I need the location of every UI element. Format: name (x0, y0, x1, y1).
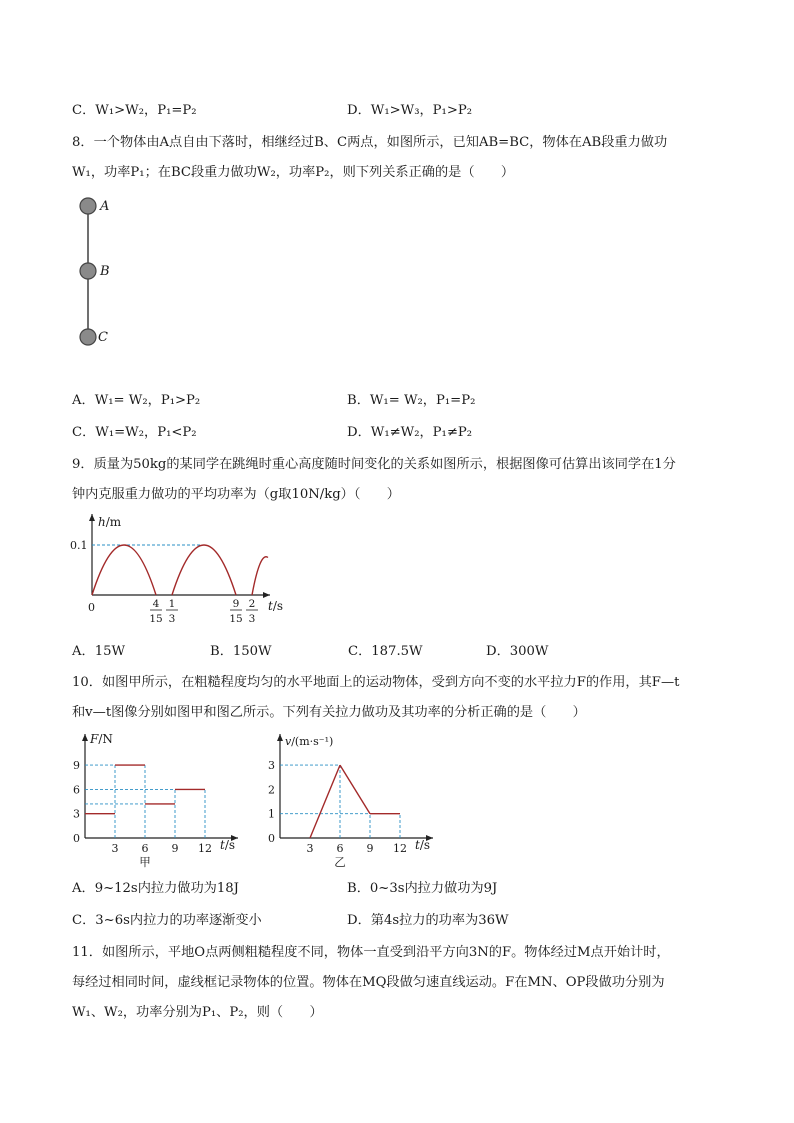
q8-stem-line2: W₁，功率P₁；在BC段重力做功W₂，功率P₂，则下列关系正确的是（ ） (72, 165, 515, 180)
q9-stem-line1: 9．质量为50kg的某同学在跳绳时重心高度随时间变化的关系如图所示，根据图像可估算出该同学在1分 (72, 457, 676, 472)
y-axis-arrow (277, 734, 283, 741)
x-tick-label: 9 (171, 842, 179, 855)
point-a (80, 198, 96, 214)
x-tick-denominator: 15 (229, 613, 243, 625)
velocity-segment-2 (340, 765, 370, 814)
q10-option-d[interactable]: D．第4s拉力的功率为36W (347, 913, 509, 928)
y-axis-label: F/N (90, 732, 113, 746)
q10-force-time-chart (60, 728, 250, 868)
q7-option-c[interactable]: C．W₁>W₂，P₁=P₂ (72, 103, 197, 118)
q9-height-time-chart (60, 510, 300, 635)
y-axis-label: h/m (98, 515, 122, 529)
q10-option-c[interactable]: C．3~6s内拉力的功率逐渐变小 (72, 913, 262, 928)
point-b (80, 263, 96, 279)
y-tick-label: 0 (73, 832, 80, 845)
y-tick-label: 9 (73, 759, 80, 773)
x-tick-denominator: 3 (168, 613, 176, 625)
x-axis-label: t/s (415, 838, 431, 852)
height-arc-2 (172, 545, 236, 595)
velocity-segment-1 (310, 765, 340, 838)
q10-option-a[interactable]: A．9~12s内拉力做功为18J (72, 881, 239, 896)
y-tick-label: 3 (268, 759, 275, 773)
y-tick-label: 2 (268, 783, 275, 797)
x-tick-numerator: 9 (232, 598, 240, 610)
x-tick-label: 3 (111, 842, 119, 855)
q9-stem-line2: 钟内克服重力做功的平均功率为（g取10N/kg）（ ） (72, 487, 400, 502)
y-axis-label: v/(m·s⁻¹) (285, 735, 334, 748)
y-axis-arrow (82, 734, 88, 741)
q7-option-d[interactable]: D．W₁>W₃，P₁>P₂ (347, 103, 473, 118)
x-tick-label: 12 (198, 842, 212, 855)
y-tick-label: 6 (73, 783, 80, 797)
origin-label: 0 (88, 601, 95, 614)
q9-option-a[interactable]: A．15W (72, 644, 126, 659)
y-tick-label: 1 (268, 807, 275, 821)
x-tick-label: 12 (393, 842, 407, 855)
point-c (80, 329, 96, 345)
q8-falling-object-figure (70, 190, 140, 355)
y-tick-label: 3 (73, 807, 80, 821)
x-axis-label: t/s (268, 599, 284, 613)
y-tick-label: 0 (268, 832, 275, 845)
q10-velocity-time-chart (255, 728, 445, 868)
q9-option-d[interactable]: D．300W (486, 644, 549, 659)
q11-stem-line3: W₁、W₂，功率分别为P₁、P₂，则（ ） (72, 1005, 323, 1020)
x-tick-denominator: 3 (248, 613, 256, 625)
q8-option-a[interactable]: A．W₁= W₂，P₁>P₂ (72, 393, 201, 408)
x-tick-numerator: 1 (168, 598, 176, 610)
q8-option-b[interactable]: B．W₁= W₂，P₁=P₂ (347, 393, 476, 408)
x-tick-label: 6 (336, 842, 344, 855)
x-tick-denominator: 15 (149, 613, 163, 625)
x-axis-label: t/s (220, 838, 236, 852)
q8-option-d[interactable]: D．W₁≠W₂，P₁≠P₂ (347, 425, 473, 440)
x-tick-label: 3 (306, 842, 314, 855)
q11-stem-line1: 11．如图所示，平地O点两侧粗糙程度不同，物体一直受到沿平方向3N的F。物体经过M点开始计时， (72, 945, 670, 960)
q9-option-c[interactable]: C．187.5W (348, 644, 423, 659)
x-tick-numerator: 2 (248, 598, 256, 610)
x-tick-label: 9 (366, 842, 374, 855)
height-arc-1 (92, 545, 156, 595)
q10-option-b[interactable]: B．0~3s内拉力做功为9J (347, 881, 498, 896)
q11-stem-line2: 每经过相同时间，虚线框记录物体的位置。物体在MQ段做匀速直线运动。F在MN、OP段做功分别为 (72, 975, 665, 990)
chart-caption: 乙 (334, 855, 346, 869)
y-axis-arrow (89, 514, 95, 521)
y-tick-label: 0.1 (70, 539, 88, 552)
q8-option-c[interactable]: C．W₁=W₂，P₁<P₂ (72, 425, 197, 440)
height-arc-3 (252, 557, 268, 595)
x-axis-arrow (263, 592, 270, 598)
chart-caption: 甲 (139, 855, 151, 869)
q10-stem-line2: 和v—t图像分别如图甲和图乙所示。下列有关拉力做功及其功率的分析正确的是（ ） (72, 705, 586, 720)
label-c: C (98, 330, 108, 345)
label-b: B (100, 264, 110, 279)
q8-stem-line1: 8．一个物体由A点自由下落时，相继经过B、C两点，如图所示，已知AB=BC，物体在AB段重力做功 (72, 135, 668, 150)
q10-stem-line1: 10．如图甲所示，在粗糙程度均匀的水平地面上的运动物体，受到方向不变的水平拉力F的作用，其F—t (72, 675, 680, 690)
q9-option-b[interactable]: B．150W (210, 644, 272, 659)
x-tick-label: 6 (141, 842, 149, 855)
label-a: A (100, 199, 110, 214)
x-tick-numerator: 4 (152, 598, 160, 610)
